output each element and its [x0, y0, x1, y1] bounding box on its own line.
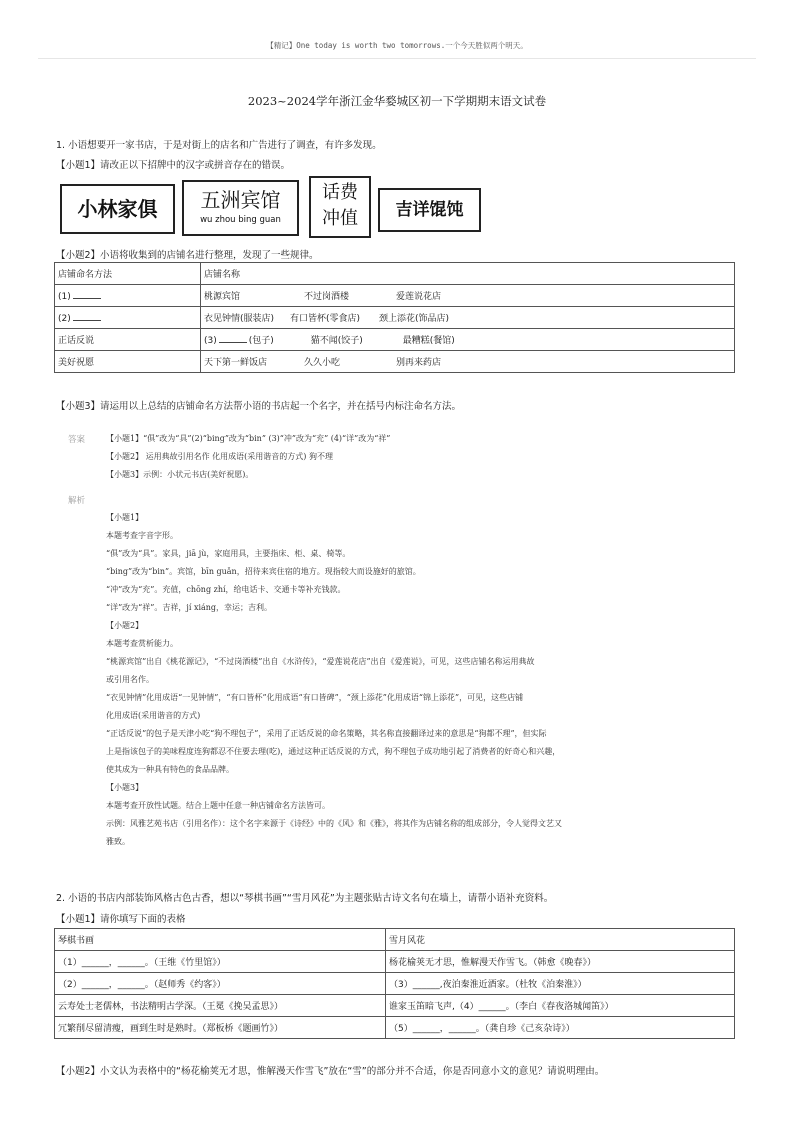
table-header-cell: 店铺名称 [201, 263, 735, 285]
sign-2-text: 五洲宾馆 [200, 188, 281, 212]
analysis-label: 解析 [68, 496, 86, 506]
sign-images [56, 176, 482, 241]
q1-sub1: 【小题1】请改正以下招牌中的汉字或拼音存在的错误。 [56, 160, 291, 171]
shop-name-suffix: (包子) [248, 336, 274, 346]
table-row [55, 307, 735, 329]
table-cell [201, 285, 735, 307]
shop-name: 爱莲说花店 [396, 292, 442, 302]
table-header-cell: 琴棋书画 [55, 929, 386, 951]
analysis-line: “详”改为“祥”。吉祥，jí xiáng，幸运；吉利。 [106, 603, 273, 612]
table-row [55, 329, 735, 351]
analysis-line: “桃源宾馆”出自《桃花源记》，“不过岗酒楼”出自《水浒传》，“爱莲说花店”出自《爱莲说》，可见，这些店铺名称运用典故 [106, 657, 535, 666]
shop-name: 猫不闻(饺子) [310, 336, 363, 346]
answer-blank [73, 312, 101, 321]
analysis-line: 本题考查赏析能力。 [106, 639, 178, 648]
answer-line: 【小题3】示例：小状元书店(美好祝愿)。 [106, 470, 254, 479]
table-row [55, 951, 735, 973]
q1-sub2: 【小题2】小语将收集到的店铺名进行整理，发现了一些规律。 [56, 250, 319, 261]
table-cell [201, 307, 735, 329]
sign-3 [309, 176, 371, 238]
table-cell: （5）______，______。（龚自珍《己亥杂诗》） [386, 1017, 735, 1039]
shop-name: 不过岗酒楼 [304, 292, 350, 302]
shop-name: 久久小吃 [304, 358, 341, 368]
sign-1 [60, 184, 175, 234]
table-cell: 云寿处士老儒林，书法精明古学深。（王冕《挽吴孟思》） [55, 995, 386, 1017]
table-header-cell: 雪月风花 [386, 929, 735, 951]
poem-table [54, 928, 735, 1039]
analysis-line: 本题考查开放性试题。结合上题中任意一种店铺命名方法皆可。 [106, 801, 330, 810]
table-cell: （3）______,夜泊秦淮近酒家。（杜牧《泊秦淮》） [386, 973, 735, 995]
analysis-line: 示例：风雅艺苑书店（引用名作）：这个名字来源于《诗经》中的《风》和《雅》，将其作为店铺名称的组成部分，令人觉得文艺又 [106, 819, 562, 828]
table-header-row [55, 263, 735, 285]
sign-3-line2: 冲值 [322, 208, 358, 229]
q1-sub3: 【小题3】请运用以上总结的店铺命名方法帮小语的书店起一个名字，并在括号内标注命名方法。 [56, 401, 462, 412]
method-number: (2) [58, 313, 71, 324]
table-row [55, 1017, 735, 1039]
header-divider [38, 58, 756, 59]
table-cell [201, 351, 735, 373]
sign-1-text: 小林家俱 [77, 197, 158, 221]
analysis-line: 上是指该包子的美味程度连狗都忍不住要去理(吃)，通过这种正话反说的方式，狗不理包子成功地引起了消费者的好奇心和兴趣， [106, 747, 561, 756]
analysis-line: 或引用名作。 [106, 675, 154, 684]
table-cell: 美好祝愿 [55, 351, 201, 373]
shop-name: 颈上添花(饰品店) [379, 314, 450, 324]
table-cell: 正话反说 [55, 329, 201, 351]
analysis-line: 【小题3】 [106, 783, 144, 792]
answer-blank [219, 334, 247, 343]
answer-line: 【小题2】 运用典故引用名作 化用成语(采用谐音的方式) 狗不理 [106, 452, 333, 461]
page-title: 2023~2024学年浙江金华婺城区初一下学期期末语文试卷 [247, 94, 547, 108]
shop-name: 有口皆杯(零食店) [290, 314, 361, 324]
table-cell [55, 307, 201, 329]
answer-blank [73, 290, 101, 299]
table-cell: 谁家玉笛暗飞声,（4）______。（李白《春夜洛城闻笛》） [386, 995, 735, 1017]
analysis-line: “俱”改为“具”。家具，jiā jù，家庭用具，主要指床、柜、桌、椅等。 [106, 549, 351, 558]
analysis-line: “bing”改为“bin”。宾馆，bīn guǎn，招待来宾住宿的地方。现指较大而设施好的旅馆。 [106, 567, 421, 576]
q1-intro: 1. 小语想要开一家书店，于是对街上的店名和广告进行了调查，有许多发现。 [56, 140, 382, 151]
sign-3-line1: 话费 [322, 182, 358, 203]
table-row [55, 995, 735, 1017]
shop-name: 最糟糕(餐馆) [402, 336, 455, 346]
sign-2-pinyin: wu zhou bing guan [200, 215, 281, 225]
table-cell: （1）______，______。（王维《竹里馆》） [55, 951, 386, 973]
q2-sub1: 【小题1】请你填写下面的表格 [56, 914, 186, 925]
shop-name-table [54, 262, 735, 373]
shop-name: 桃源宾馆 [204, 292, 241, 302]
header-note: 【精记】One today is worth two tomorrows.一个今天胜似两个明天。 [266, 41, 528, 50]
analysis-line: 【小题2】 [106, 621, 144, 630]
analysis-line: 使其成为一种具有特色的食品品牌。 [106, 765, 234, 774]
table-row [55, 973, 735, 995]
analysis-line: 雅致。 [106, 837, 130, 846]
shop-name: 天下第一鲜饭店 [204, 358, 268, 368]
table-row [55, 351, 735, 373]
q2-intro: 2. 小语的书店内部装饰风格古色古香，想以“琴棋书画”“雪月风花”为主题张贴古诗文名句在墙上，请帮小语补充资料。 [56, 893, 554, 904]
analysis-line: “衣见钟情”化用成语“一见钟情”，“有口皆杯”化用成语“有口皆碑”，“颈上添花”化用成语“锦上添花”，可见，这些店铺 [106, 693, 524, 702]
shop-name: 衣见钟情(服装店) [204, 314, 275, 324]
analysis-line: 本题考查字音字形。 [106, 531, 178, 540]
answer-line: 【小题1】“俱”改为“具”(2)“bing”改为“bin” (3)“冲”改为“充” (4)“详”改为“祥” [106, 434, 391, 443]
shop-name-number: (3) [204, 336, 217, 346]
analysis-line: 【小题1】 [106, 513, 144, 522]
table-header-row [55, 929, 735, 951]
table-cell [55, 285, 201, 307]
table-row [55, 285, 735, 307]
table-cell: 冗繁削尽留清瘦，画到生时是熟时。（郑板桥《题画竹》） [55, 1017, 386, 1039]
q2-sub2: 【小题2】小文认为表格中的“杨花榆荚无才思，惟解漫天作雪飞”放在“雪”的部分并不合适，你是否同意小文的意见？请说明理由。 [56, 1066, 605, 1077]
table-cell: 杨花榆荚无才思，惟解漫天作雪飞。（韩愈《晚春》） [386, 951, 735, 973]
answer-label: 答案 [68, 435, 86, 445]
table-cell: （2）______，______。（赵师秀《约客》） [55, 973, 386, 995]
method-number: (1) [58, 291, 71, 302]
analysis-line: “冲”改为“充”。充值，chōng zhí，给电话卡、交通卡等补充钱款。 [106, 585, 346, 594]
shop-name: 别再来药店 [396, 358, 442, 368]
analysis-line: “正话反说”的包子是天津小吃“狗不理包子”，采用了正话反说的命名策略，其名称直接翻译过来的意思是“狗都不理”，但实际 [106, 729, 547, 738]
sign-2 [182, 180, 299, 236]
table-header-cell: 店铺命名方法 [55, 263, 201, 285]
sign-4 [378, 188, 481, 232]
analysis-line: 化用成语(采用谐音的方式) [106, 711, 201, 720]
table-cell [201, 329, 735, 351]
sign-4-text: 吉详馄饨 [395, 200, 464, 220]
